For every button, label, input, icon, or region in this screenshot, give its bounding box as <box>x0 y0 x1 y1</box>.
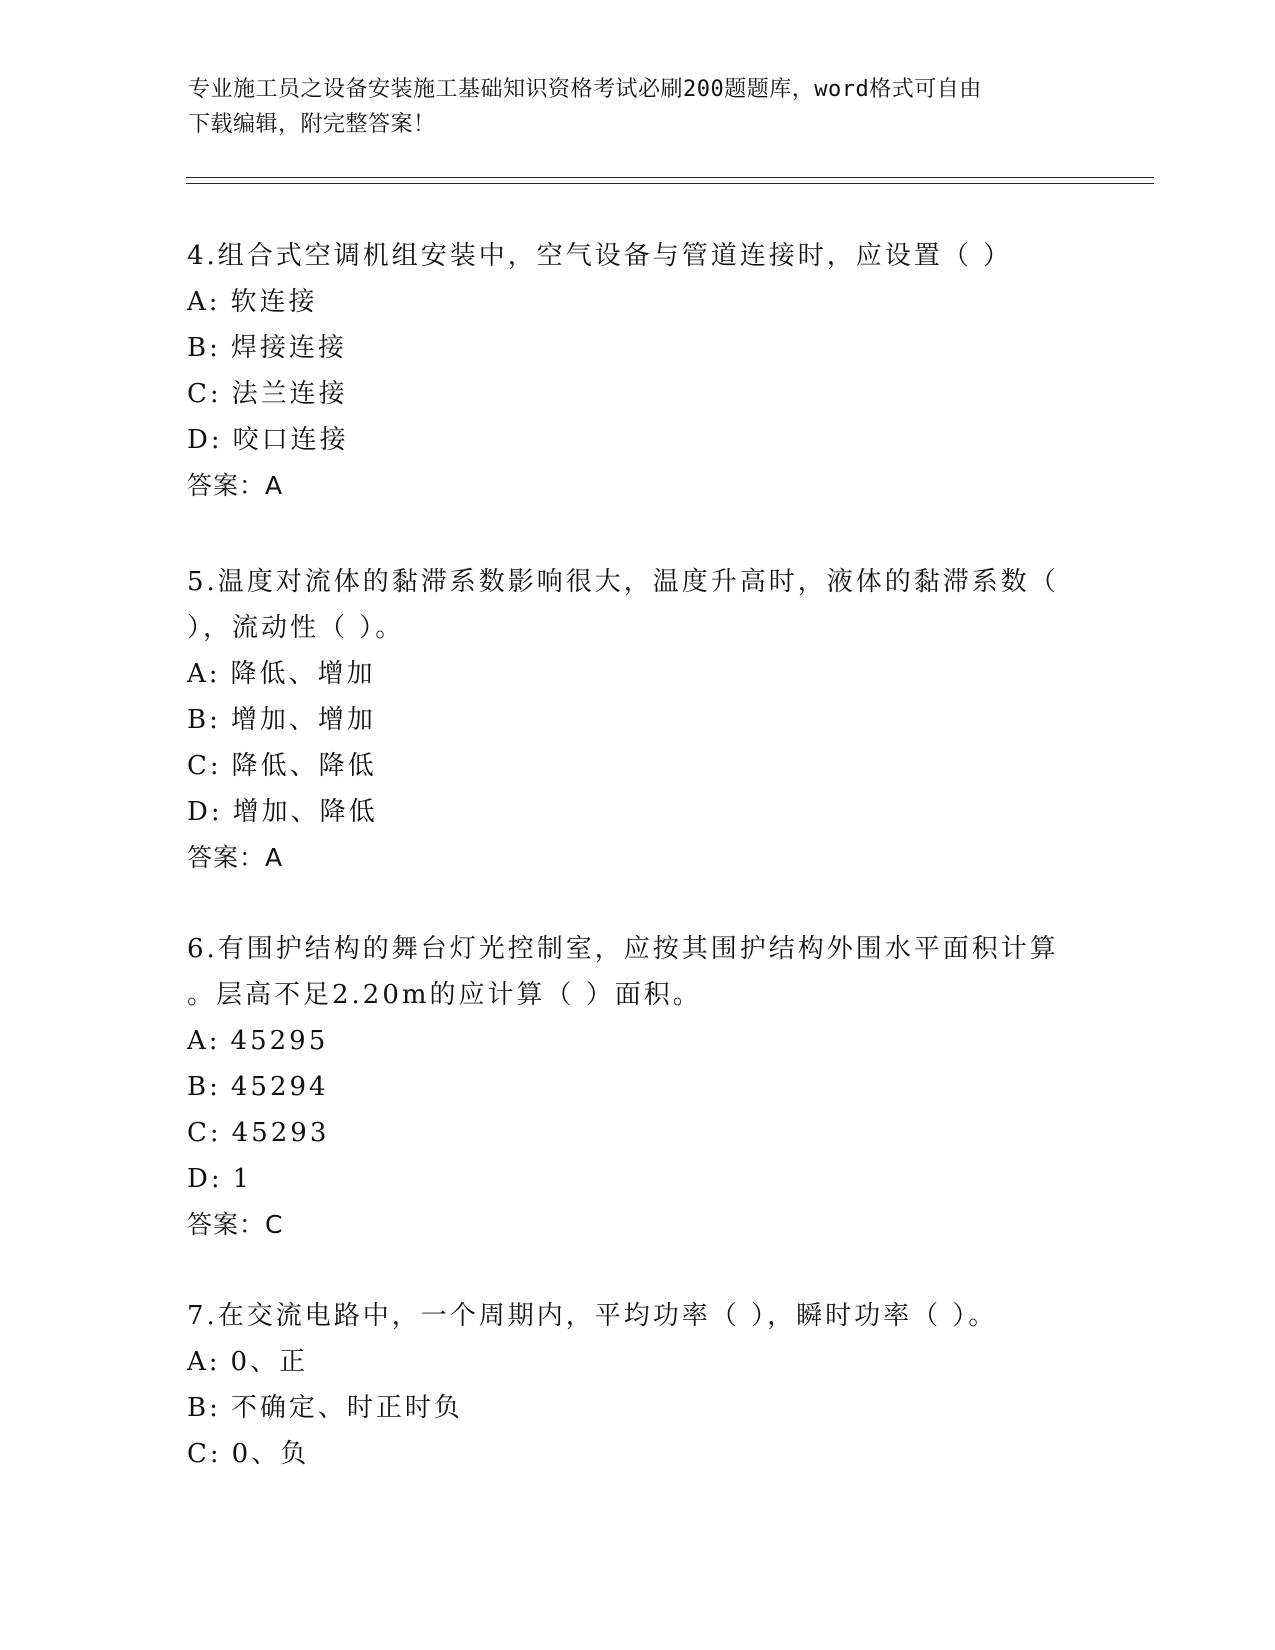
option-key: A: <box>187 287 221 317</box>
option-value: 焊接连接 <box>230 333 347 363</box>
option-value: 咬口连接 <box>232 425 349 455</box>
answer-text: 答案：A <box>187 471 284 500</box>
option-key: C: <box>187 751 222 781</box>
question-text-line-2: ），流动性（ ）。 <box>187 613 405 643</box>
header-divider-bottom <box>186 183 1154 184</box>
option-key: B: <box>187 1393 221 1423</box>
option-d <box>187 1156 1067 1202</box>
option-c <box>187 371 1067 417</box>
question-4 <box>187 233 1067 509</box>
question-text: 4.组合式空调机组安装中，空气设备与管道连接时，应设置（ ） <box>187 241 1013 271</box>
option-c <box>187 1431 1067 1477</box>
option-key: D: <box>187 1164 223 1194</box>
option-key: A: <box>187 1347 221 1377</box>
option-value: 软连接 <box>230 287 318 317</box>
option-b <box>187 697 1067 743</box>
header-divider-top <box>186 177 1154 178</box>
option-value: 45295 <box>230 1026 329 1056</box>
option-value: 降低、增加 <box>230 659 376 689</box>
answer-text: 答案：A <box>187 843 284 872</box>
option-value: 45293 <box>231 1118 330 1148</box>
header-line-1: 专业施工员之设备安装施工基础知识资格考试必刷200题题库，word格式可自由 <box>188 77 982 102</box>
question-5 <box>187 559 1067 881</box>
option-c <box>187 743 1067 789</box>
option-key: A: <box>187 659 221 689</box>
option-b <box>187 1064 1067 1110</box>
option-d <box>187 789 1067 835</box>
question-text-line-1: 6.有围护结构的舞台灯光控制室，应按其围护结构外围水平面积计算 <box>187 934 1059 964</box>
option-a <box>187 651 1067 697</box>
option-value: 降低、降低 <box>231 751 377 781</box>
option-key: C: <box>187 379 222 409</box>
option-key: B: <box>187 705 221 735</box>
question-text-line-2: 。层高不足2.20m的应计算（ ）面积。 <box>187 980 702 1010</box>
document-header <box>188 72 1088 142</box>
option-value: 1 <box>232 1164 253 1194</box>
question-text: 7.在交流电路中，一个周期内，平均功率（ ），瞬时功率（ ）。 <box>187 1301 998 1331</box>
option-key: A: <box>187 1026 221 1056</box>
option-a <box>187 1339 1067 1385</box>
option-value: 0、正 <box>230 1347 309 1377</box>
option-value: 增加、增加 <box>230 705 376 735</box>
option-value: 增加、降低 <box>232 797 378 827</box>
option-value: 0、负 <box>231 1439 310 1469</box>
option-value: 45294 <box>230 1072 329 1102</box>
header-line-2: 下载编辑，附完整答案！ <box>188 112 436 137</box>
option-b <box>187 1385 1067 1431</box>
option-key: D: <box>187 797 223 827</box>
option-key: B: <box>187 1072 221 1102</box>
question-7 <box>187 1293 1067 1477</box>
option-c <box>187 1110 1067 1156</box>
question-text-line-1: 5.温度对流体的黏滞系数影响很大，温度升高时，液体的黏滞系数（ <box>187 567 1059 597</box>
answer-text: 答案：C <box>187 1210 284 1239</box>
option-d <box>187 417 1067 463</box>
option-key: D: <box>187 425 223 455</box>
option-key: C: <box>187 1118 222 1148</box>
question-6 <box>187 926 1067 1248</box>
option-value: 法兰连接 <box>231 379 348 409</box>
option-a <box>187 279 1067 325</box>
option-key: B: <box>187 333 221 363</box>
option-value: 不确定、时正时负 <box>230 1393 463 1423</box>
option-b <box>187 325 1067 371</box>
option-key: C: <box>187 1439 222 1469</box>
option-a <box>187 1018 1067 1064</box>
